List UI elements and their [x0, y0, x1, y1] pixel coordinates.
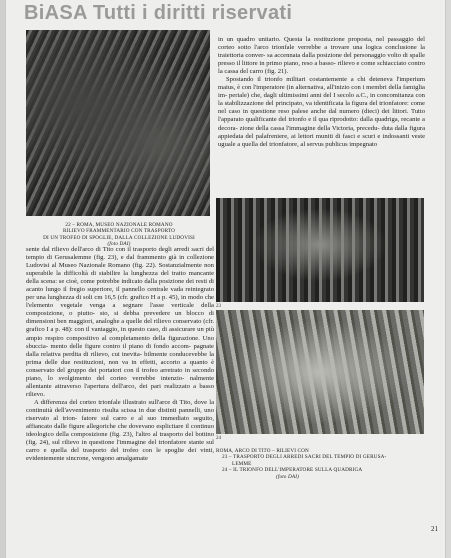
- caption-line: RILIEVO FRAMMENTARIO CON TRASPORTO: [62, 228, 176, 235]
- text-line: va identificata la figura del trionfatore: come nel caso: [218, 100, 425, 116]
- text-line: Spostando il trionfo militari costantemente a chi: [226, 76, 370, 84]
- caption-line: 22 – ROMA, MUSEO NAZIONALE ROMANO: [65, 222, 173, 228]
- text-line: arredi sacri del tempio di Gerusalemme (fig. 23),: [26, 246, 214, 262]
- text-line: a trovare una logica conclusione la traiettoria conver-: [218, 44, 425, 60]
- text-line: continuo ideologico della composizione (fig. 23),: [26, 423, 214, 439]
- text-line: non va in effetti, accorto a quanto è conservato del: [26, 358, 214, 374]
- text-line: zione della cassa l'immagine della Victoria, precedu-: [239, 124, 382, 132]
- text-line: deteneva l'imperium maius, è con l'imperatore (in: [218, 76, 425, 92]
- text-line: di Tito, dove la continuità dell'avvenimento risulta: [26, 398, 214, 414]
- text-line: caso, di assicurare un più ampio respiro compositivo: [26, 326, 214, 342]
- figure-24-photo: [216, 310, 424, 434]
- text-line: spalle presso il littore in primo piano, reso a basso-: [218, 52, 425, 68]
- text-line: al completamento della figurazione. Uno sbuccia-: [26, 334, 214, 350]
- book-page: [6, 0, 445, 558]
- text-line: scissa in due distinti pannelli, uno riservato al trion-: [26, 406, 214, 422]
- left-column-text: [26, 246, 214, 463]
- caption-head: ROMA, ARCO DI TITO – RILIEVI CON: [216, 448, 309, 454]
- caption-line: DI UN TROFEO DI SPOGLIE, DALLA COLLEZIONE LUDOVISI: [43, 234, 195, 241]
- text-line: rilievo e come schiacciato contro la cassa del carro: [218, 60, 425, 76]
- text-line: (fig. 21).: [264, 68, 289, 76]
- text-line: pagnate dalla relativa perdita di rilievo, cui inevita-: [26, 342, 214, 358]
- caption-line: 23 – TRASPORTO DEGLI ARREDI SACRI DEL TEMPIO DI GERUSA-: [222, 454, 387, 461]
- text-line: gruppo dei portatori con il trofeo arretrato in secondo: [67, 366, 214, 374]
- caption-credit: (foto DAI): [276, 473, 299, 480]
- text-line: alternativa, all'inizio con i membri della famiglia im-: [218, 84, 425, 100]
- figures-23-24-caption: [216, 448, 426, 480]
- caption-line: 24 – IL TRIONFO DELL'IMPERATORE SULLA QUADRIGA: [222, 467, 363, 474]
- text-line: nel passaggio del corteo sotto l'arco trionfale verrebbe: [218, 36, 426, 52]
- text-line: littori. Tutto l'apparato qualificante del trionfo e il: [218, 108, 425, 124]
- text-line: bilmente conducevebbe la prima delle due restituzioni,: [26, 350, 214, 366]
- text-line: dei pari realizzato a basso rilievo.: [26, 382, 214, 398]
- figure-22-photo: [26, 30, 210, 216]
- caption-line: LEMME: [232, 460, 252, 467]
- text-line: (cfr. grafico I a p. 48): con il vantaggio, in questo: [26, 318, 214, 334]
- text-line: A differenza del corteo trionfale illustrato sull'arce: [34, 398, 173, 406]
- text-line: a quella del trionfatore, al servus publicus impegnato: [237, 140, 378, 148]
- caption-credit: (foto DAI): [107, 241, 131, 248]
- text-line: periale) che, dagli ultimissimi anni del I secolo a.C.,: [229, 92, 371, 100]
- text-line: per una lunghezza di soli cm 16,5 (cfr. grafico H a: [26, 294, 163, 302]
- figure-24-number: 24: [216, 436, 221, 441]
- text-line: fatore sul carro e al suo immediato seguito, affiancato: [26, 414, 215, 431]
- watermark-text: BiASA Tutti i diritti riservati: [24, 2, 293, 24]
- figure-23-number: 23: [216, 304, 221, 309]
- text-line: l'altro al trasporto del bottino (fig. 24), sul rilievo in: [26, 431, 214, 447]
- text-line: in concomitanza con la stabilizzazione del principato,: [218, 92, 425, 108]
- text-line: segnare l'asse verticale della composizione, o piutto-: [26, 302, 214, 318]
- text-line: tratto mancante della scena: se cioè, come potrebbe: [26, 270, 215, 286]
- text-line: piano, lo svolgimento del corteo verrebbe intenzio-: [26, 374, 190, 382]
- text-line: nalmente allentante attraverso l'apertura dell'arco,: [26, 374, 214, 390]
- page-number: 21: [431, 525, 438, 533]
- text-line: indicato dalla posizione dei resti di acanto lungo il: [26, 278, 214, 294]
- text-line: e quella del trasporto del trofeo con le spoglie dei: [43, 447, 201, 455]
- text-line: maggiori, analoghe a quelle del rilievo conservato: [68, 318, 204, 326]
- text-line: qua riprodotto: dalla quadriga, recante a decora-: [218, 116, 425, 132]
- text-line: Nazionale Romano (fig. 22). Sostanzialmente non: [78, 262, 214, 270]
- figure-22-caption: [26, 222, 212, 248]
- text-line: questione l'immagine del trionfatore stante sul carro: [26, 439, 214, 455]
- text-line: sto, si debba prevedere un blocco di dimensioni ben: [26, 310, 214, 326]
- text-line: vinti, evidentemente sincrone, vengono amalgamate: [26, 447, 214, 463]
- text-line: sa accennata dalla posizione del personaggio volto di: [267, 52, 410, 60]
- text-line: fregio superiore, il pannello centrale vada reintegrato: [69, 286, 214, 294]
- figure-23-photo: [216, 198, 424, 302]
- text-line: in un quadro unitario. Questa la restituzione proposta,: [218, 36, 376, 43]
- text-line: mento delle figure contro il piano di fondo accom-: [50, 342, 194, 350]
- text-line: dalle figure allegoriche che dovevano esplicitare il: [54, 423, 191, 431]
- text-line: in questione reso palese anche dal numero (dieci) dei: [242, 108, 393, 116]
- text-line: superabile la difficoltà di stabilire la lunghezza del: [26, 270, 172, 278]
- text-line: lettori muniti di fasci e scuri e indossanti veste uguale: [218, 132, 425, 148]
- right-column-text: [218, 36, 425, 149]
- text-line: duta dalla figura appiedata del palafreniere, ai: [218, 124, 426, 140]
- text-line: e dal frammento già in collezione Ludovisi al Museo: [26, 254, 214, 270]
- text-line: p. 45), in modo che l'elemento vegetale venga a: [26, 294, 214, 310]
- text-line: sente dal rilievo dell'arco di Tito con il trasporto degli: [26, 246, 174, 253]
